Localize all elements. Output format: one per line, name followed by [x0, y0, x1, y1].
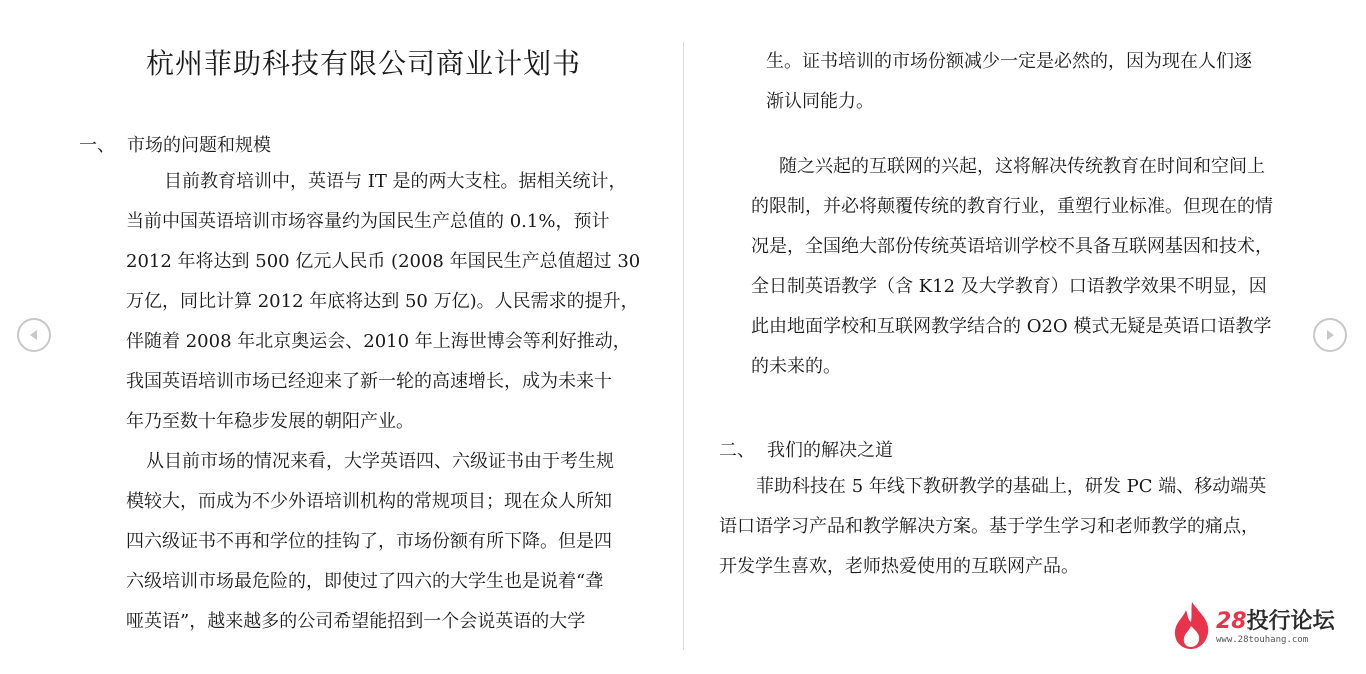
text-line: 况是，全国绝大部份传统英语培训学校不具备互联网基因和技术， [751, 236, 1273, 257]
chevron-left-icon [27, 328, 41, 342]
text-line: 开发学生喜欢，老师热爱使用的互联网产品。 [719, 556, 1079, 577]
text-line: 四六级证书不再和学位的挂钩了，市场份额有所下降。但是四 [126, 531, 612, 552]
text-line: 年乃至数十年稳步发展的朝阳产业。 [126, 411, 414, 432]
text-line: 我国英语培训市场已经迎来了新一轮的高速增长，成为未来十 [126, 371, 612, 392]
section-1-number: 一、 [79, 135, 115, 156]
text-line: 此由地面学校和互联网教学结合的 O2O 模式无疑是英语口语教学 [751, 316, 1272, 337]
paragraph-cet-market [126, 442, 656, 642]
text-line: 万亿，同比计算 2012 年底将达到 50 万亿)。人民需求的提升， [126, 291, 639, 312]
watermark-logo [1172, 600, 1352, 652]
section-2-number: 二、 [719, 440, 755, 461]
section-2-heading [719, 436, 893, 462]
text-line: 的未来的。 [751, 356, 841, 377]
text-line: 生。证书培训的市场份额减少一定是必然的，因为现在人们逐 [766, 51, 1252, 72]
section-2-title: 我们的解决之道 [767, 440, 893, 461]
text-line: 从目前市场的情况来看，大学英语四、六级证书由于考生规 [146, 451, 614, 472]
text-line: 伴随着 2008 年北京奥运会、2010 年上海世博会等利好推动， [126, 331, 631, 352]
paragraph-market-size [126, 162, 656, 442]
logo-wordmark [1216, 604, 1335, 635]
text-line: 菲助科技在 5 年线下教研教学的基础上，研发 PC 端、移动端英 [756, 476, 1267, 497]
text-line: 哑英语”，越来越多的公司希望能招到一个会说英语的大学 [126, 611, 586, 632]
prev-page-button[interactable] [17, 318, 51, 352]
chevron-right-icon [1323, 328, 1337, 342]
text-line: 语口语学习产品和教学解决方案。基于学生学习和老师教学的痛点， [719, 516, 1259, 537]
text-line: 六级培训市场最危险的，即使过了四六的大学生也是说着“聋 [126, 571, 604, 592]
text-line: 渐认同能力。 [766, 91, 874, 112]
paragraph-solution [719, 467, 1299, 587]
document-title: 杭州菲助科技有限公司商业计划书 [146, 47, 582, 80]
paragraph-cet-market-continued [766, 42, 1296, 122]
logo-url: www.28touhang.com [1216, 635, 1309, 645]
text-line: 2012 年将达到 500 亿元人民币 (2008 年国民生产总值超过 30 [126, 251, 641, 272]
next-page-button[interactable] [1313, 318, 1347, 352]
logo-number: 28 [1216, 609, 1247, 634]
logo-text: 投行论坛 [1246, 609, 1335, 634]
text-line: 模较大，而成为不少外语培训机构的常规项目；现在众人所知 [126, 491, 612, 512]
text-line: 当前中国英语培训市场容量约为国民生产总值的 0.1%，预计 [126, 211, 610, 232]
text-line: 的限制，并必将颠覆传统的教育行业，重塑行业标准。但现在的情 [751, 196, 1273, 217]
section-1-title: 市场的问题和规模 [127, 135, 271, 156]
section-1-heading [79, 131, 271, 157]
text-line: 全日制英语教学（含 K12 及大学教育）口语教学效果不明显，因 [751, 276, 1267, 297]
text-line: 随之兴起的互联网的兴起，这将解决传统教育在时间和空间上 [779, 156, 1265, 177]
flame-icon [1172, 600, 1212, 650]
paragraph-internet-education [751, 147, 1311, 387]
text-line: 目前教育培训中，英语与 IT 是的两大支柱。据相关统计， [164, 171, 627, 192]
page-divider [683, 42, 684, 650]
